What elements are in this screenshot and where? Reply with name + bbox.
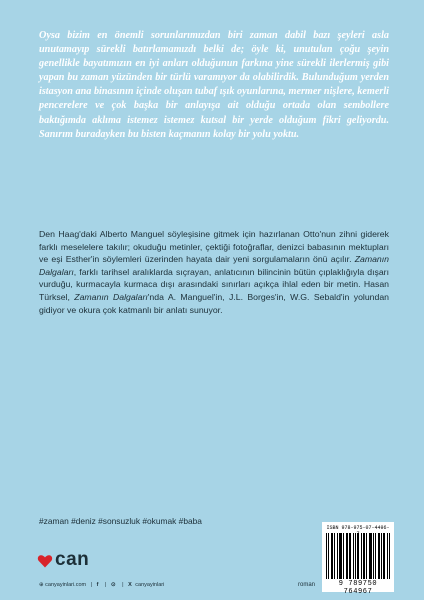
- barcode-bar: [370, 533, 371, 579]
- barcode-bar: [366, 533, 367, 579]
- barcode-bar: [350, 533, 351, 579]
- instagram-icon: ⊙: [110, 582, 116, 588]
- barcode-bar: [358, 533, 359, 579]
- book-description: [39, 228, 389, 316]
- barcode-bar: [349, 533, 350, 579]
- barcode-bar: [326, 533, 327, 579]
- barcode: [322, 522, 394, 596]
- isbn-label: ISBN 978-975-07-4496-: [326, 525, 390, 531]
- book-title-reference: Zamanın Dalgaları: [74, 291, 148, 302]
- barcode-bar: [389, 533, 390, 579]
- barcode-bar: [373, 533, 374, 579]
- book-title-reference: Zamanın Dalgaları: [39, 254, 389, 277]
- barcode-bar: [375, 533, 376, 579]
- divider: |: [104, 582, 107, 588]
- barcode-bar: [369, 533, 370, 579]
- barcode-bar: [334, 533, 335, 579]
- barcode-bar: [331, 533, 332, 579]
- barcode-bar: [363, 533, 364, 579]
- barcode-bar: [328, 533, 329, 579]
- description-text: , farklı tarihsel aralıklarda sıçrayan, anlatıcının bilincinin bütün çıplaklığıyla dışarı vurduğu, kurmacayla kurmaca dışı arasındaki sınırları açıkça ihlal eden bir metin. Hasan Türksel,: [39, 266, 389, 302]
- heart-icon: [37, 553, 53, 569]
- globe-icon: ⊕: [39, 582, 44, 588]
- barcode-bars: [326, 533, 390, 579]
- barcode-bar: [341, 533, 342, 579]
- divider: |: [122, 582, 124, 588]
- divider: |: [90, 582, 93, 588]
- genre-label: roman: [298, 582, 316, 588]
- barcode-bar: [357, 533, 358, 579]
- hashtags: #zaman #deniz #sonsuzluk #okumak #baba: [39, 516, 202, 526]
- x-icon: X: [128, 582, 132, 588]
- publisher-logo: [37, 550, 107, 572]
- description-text: 'nda A. Manguel'in, J.L. Borges'in, W.G. Sebald'in yolundan gidiyor ve okura çok katmanlı bir anlatı sunuyor.: [39, 291, 389, 315]
- barcode-bar: [364, 533, 365, 579]
- barcode-bar: [332, 533, 333, 579]
- facebook-icon: f: [96, 582, 99, 588]
- back-cover-quote: Oysa bizim en önemli sorunlarımızdan biri zaman dabil bazı şeyleri asla unutamayıp sürekli batırlamamızdı belki de; öyle ki, unutulan çoğu şeyin genellikle bayatımızın en iyi anları olduğunun farkına yine sürekli ilerlermiş gibi yapan bu zaman yüzünden bir türlü varamıyor da olabilirdik. Bulunduğum yerden istasyon ana binasının içinde oluşan tubaf ışık oyunlarına, mermer nişlere, kemerli pencerelere ve çok başka bir anlayışa ait olduğu ortada olan sembollere baktığımda aklıma istemez istemez kutsal bir yerde olduğum fikri geliyordu. Sanırım buradayken bu bisten kaçmanın kolay bir yolu yoktu.: [39, 30, 389, 140]
- publisher-logo-text: can: [55, 549, 90, 570]
- publisher-footer: [39, 582, 164, 588]
- barcode-bar: [378, 533, 379, 579]
- barcode-bar: [379, 533, 380, 579]
- barcode-bar: [340, 533, 341, 579]
- barcode-bar: [384, 533, 385, 579]
- barcode-bar: [383, 533, 384, 579]
- barcode-bar: [353, 533, 354, 579]
- publisher-website: canyayinlari.com: [45, 582, 87, 588]
- barcode-bar: [337, 533, 338, 579]
- barcode-bar: [347, 533, 348, 579]
- barcode-bar: [361, 533, 362, 579]
- barcode-bar: [371, 533, 372, 579]
- barcode-bar: [355, 533, 356, 579]
- social-handle: canyayinlari: [135, 582, 165, 588]
- description-text: Den Haag'daki Alberto Manguel söyleşisine gitmek için hazırlanan Otto'nun zihni giderek farklı meselelere takılır; okuduğu metinler, çektiği fotoğraflar, denizci babasının mektupları ve eşi Esther'in söylemleri üzerinden hayata dair yeni sorgulamaların önü açılır.: [39, 229, 389, 265]
- barcode-digits: 9 789750 764967: [338, 580, 378, 596]
- barcode-bar: [346, 533, 347, 579]
- barcode-bar: [387, 533, 388, 579]
- barcode-bar: [381, 533, 382, 579]
- barcode-bar: [343, 533, 344, 579]
- barcode-bar: [339, 533, 340, 579]
